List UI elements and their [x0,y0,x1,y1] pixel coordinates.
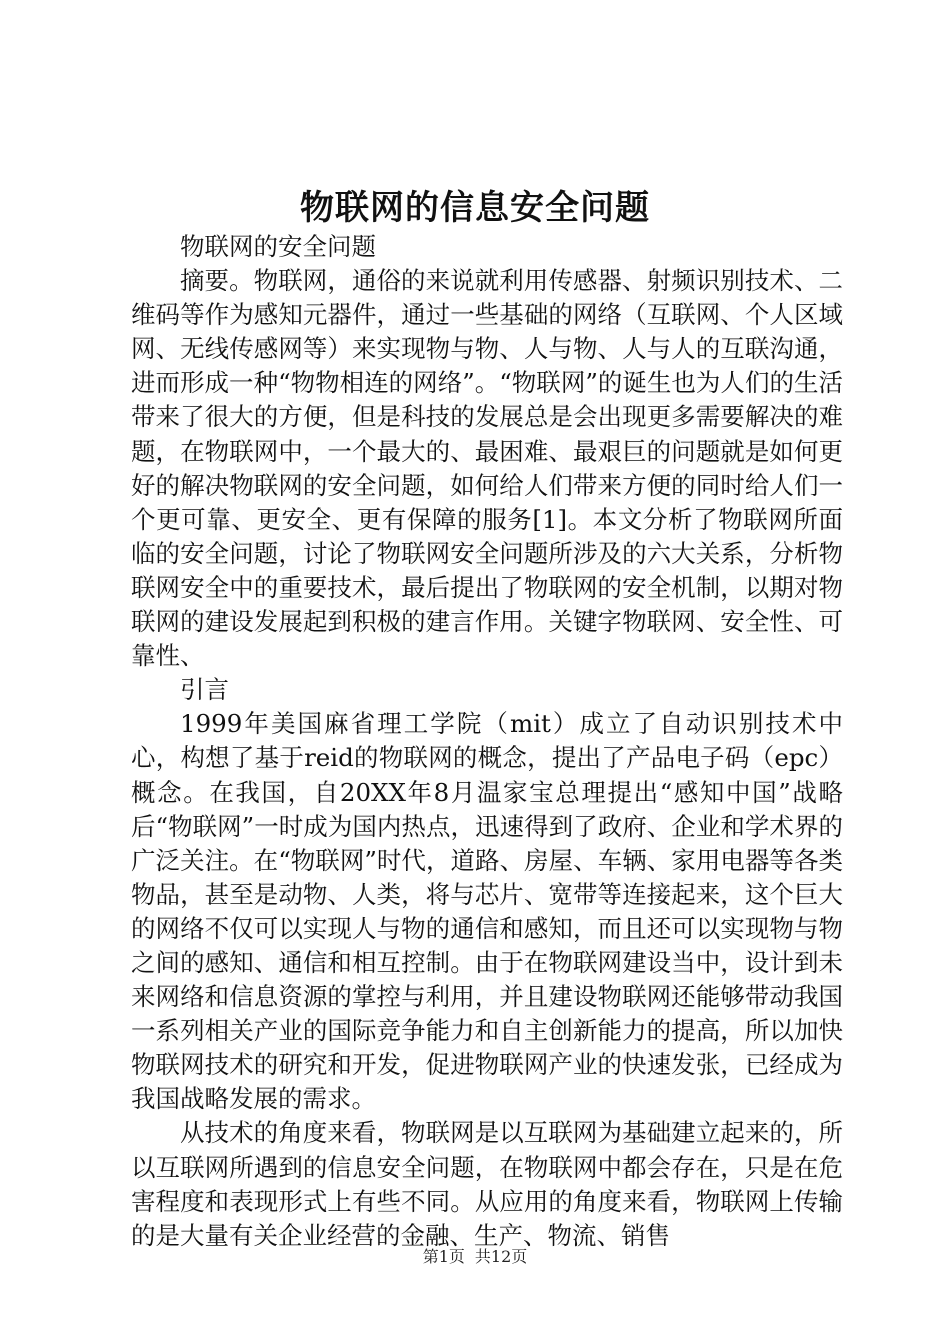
page-footer [0,1244,950,1267]
page-total: 共12页 [474,1247,528,1266]
paragraph-intro: 1999年美国麻省理工学院（mit）成立了自动识别技术中心，构想了基于reid的物联网的概念，提出了产品电子码（epc）概念。在我国，自20XX年8月温家宝总理提出“感知中国”战略后“物联网”一时成为国内热点，迅速得到了政府、企业和学术界的广泛关注。在“物联网”时代，道路、房屋、车辆、家用电器等各类物品，甚至是动物、人类，将与芯片、宽带等连接起来，这个巨大的网络不仅可以实现人与物的通信和感知，而且还可以实现物与物之间的感知、通信和相互控制。由于在物联网建设当中，设计到未来网络和信息资源的掌控与利用，并且建设物联网还能够带动我国一系列相关产业的国际竞争能力和自主创新能力的提高，所以加快物联网技术的研究和开发，促进物联网产业的快速发张，已经成为我国战略发展的需求。 [131,709,843,1114]
page-number: 第1页 [422,1247,465,1266]
paragraph-technical: 从技术的角度来看，物联网是以互联网为基础建立起来的，所以互联网所遇到的信息安全问题，在物联网中都会存在，只是在危害程度和表现形式上有些不同。从应用的角度来看，物联网上传输的是大量有关企业经营的金融、生产、物流、销售 [131,1118,843,1250]
paragraph-intro-heading: 引言 [180,675,229,705]
document-body [131,230,843,1253]
document-title: 物联网的信息安全问题 [300,188,650,228]
paragraph-subtitle: 物联网的安全问题 [180,232,376,261]
paragraph-abstract: 摘要。物联网，通俗的来说就利用传感器、射频识别技术、二维码等作为感知元器件，通过一些基础的网络（互联网、个人区域网、无线传感网等）来实现物与物、人与物、人与人的互联沟通，进而形成一种“物物相连的网络”。“物联网”的诞生也为人们的生活带来了很大的方便，但是科技的发展总是会出现更多需要解决的难题，在物联网中，一个最大的、最困难、最艰巨的问题就是如何更好的解决物联网的安全问题，如何给人们带来方便的同时给人们一个更可靠、更安全、更有保障的服务[1]。本文分析了物联网所面临的安全问题，讨论了物联网安全问题所涉及的六大关系，分析物联网安全中的重要技术，最后提出了物联网的安全机制，以期对物联网的建设发展起到积极的建言作用。关键字物联网、安全性、可靠性、 [131,266,843,671]
